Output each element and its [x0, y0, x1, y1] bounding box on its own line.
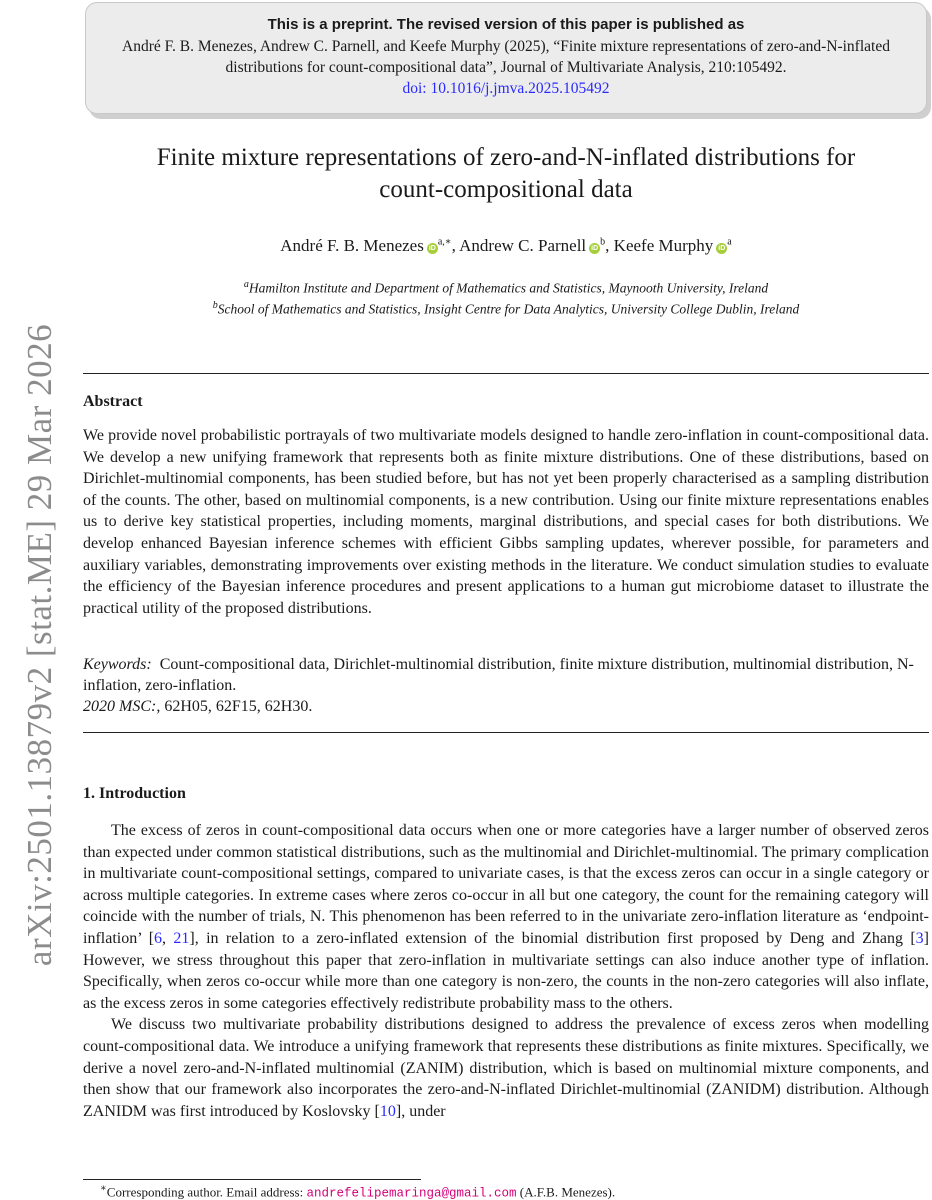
- section-heading: 1. Introduction: [83, 785, 186, 802]
- citation-link[interactable]: 6: [154, 929, 163, 947]
- keywords-label: Keywords:: [83, 656, 152, 673]
- affiliation-text: School of Mathematics and Statistics, Insight Centre for Data Analytics, University College Dublin, Ireland: [217, 301, 800, 316]
- keywords-block: [83, 654, 929, 717]
- preprint-citation-line2: distributions for count-compositional data”, Journal of Multivariate Analysis, 210:105492.: [225, 59, 787, 76]
- text-run: ], in relation to a zero-inflated extension of the binomial distribution first proposed by Deng and Zhang [: [189, 929, 916, 947]
- text-run: ], under: [395, 1102, 446, 1120]
- preprint-heading: This is a preprint. The revised version of this paper is published as: [267, 16, 745, 33]
- title-line2: count-compositional data: [379, 176, 633, 203]
- author-name: Andrew C. Parnell: [459, 236, 587, 255]
- doi-link[interactable]: doi: 10.1016/j.jmva.2025.105492: [402, 80, 610, 97]
- email-link[interactable]: andrefelipemaringa@gmail.com: [306, 1186, 517, 1200]
- affiliation-mark: a: [243, 279, 249, 290]
- affiliation-a: [85, 276, 927, 297]
- author-name: Keefe Murphy: [613, 236, 714, 255]
- text-run: ] However, we stress throughout this paper that zero-inflation in multivariate settings can also induce another type of inflation. Specifically, when zeros co-occur while more than one category is non-zero, the counts in the non-zero categories will also inflate, as the excess zeros in some categories effectively redistribute probability mass to the others.: [83, 929, 929, 1012]
- citation-link[interactable]: 10: [379, 1102, 396, 1120]
- orcid-icon[interactable]: iD: [591, 245, 599, 252]
- abstract-heading: Abstract: [83, 393, 143, 410]
- divider: [83, 732, 929, 733]
- affiliation-b: [85, 297, 927, 318]
- affiliation-text: Hamilton Institute and Department of Mathematics and Statistics, Maynooth University, Ireland: [248, 280, 769, 296]
- author-separator: ,: [451, 236, 460, 255]
- footnote: [100, 1183, 615, 1200]
- author-separator: ,: [605, 236, 614, 255]
- text-run: ,: [162, 929, 174, 947]
- msc-line: [83, 696, 929, 717]
- paragraph: [83, 1014, 929, 1122]
- orcid-icon[interactable]: iD: [428, 245, 436, 252]
- title-line1: Finite mixture representations of zero-and-N-inflated distributions for: [156, 144, 856, 171]
- msc-text: , 62H05, 62F15, 62H30.: [156, 698, 313, 715]
- text-run: The excess of zeros in count-compositional data occurs when one or more categories have a larger number of observed zeros than expected under common statistical distributions, such as the multinomial and Dirichlet-multinomial. The primary complication in multivariate count-compositional settings, compared to univariate cases, is that the excess zeros can occur in a single category or across multiple categories. In extreme cases where zeros co-occur in all but one category, the count for the remaining category will coincide with the number of trials, N. This phenomenon has been referred to in the univariate zero-inflation literature as ‘endpoint-inflation’ [: [83, 822, 929, 947]
- author-affiliation-mark: a: [727, 236, 732, 248]
- divider: [83, 373, 929, 374]
- keywords-text: Count-compositional data, Dirichlet-multinomial distribution, finite mixture distribution, multinomial distribution, N-inflation, zero-inflation.: [83, 656, 914, 694]
- msc-label: 2020 MSC:: [83, 698, 157, 715]
- affiliation-mark: b: [212, 299, 218, 311]
- affiliations: [85, 276, 927, 317]
- introduction-body: [83, 820, 929, 1122]
- footnote-suffix: (A.F.B. Menezes).: [516, 1184, 616, 1200]
- paragraph: [83, 820, 929, 1014]
- author-list: [85, 236, 927, 256]
- paper-title: [85, 142, 927, 206]
- abstract-body: We provide novel probabilistic portrayals of two multivariate models designed to handle zero-inflation in count-compositional data. We develop a new unifying framework that represents both as finite mixture distributions. One of these distributions, based on Dirichlet-multinomial components, has been studied before, but has not yet been properly characterised as a sampling distribution of the counts. The other, based on multinomial components, is a new contribution. Using our finite mixture representations enables us to derive key statistical properties, including moments, marginal distributions, and special cases for both distributions. We develop enhanced Bayesian inference schemes with efficient Gibbs sampling updates, wherever possible, for parameters and auxiliary variables, demonstrating improvements over existing methods in the literature. We conduct simulation studies to evaluate the efficiency of the Bayesian inference procedures and present applications to a human gut microbiome dataset to illustrate the practical utility of the proposed distributions.: [83, 427, 929, 617]
- preprint-citation-line1: André F. B. Menezes, Andrew C. Parnell, and Keefe Murphy (2025), “Finite mixture representations of zero-and-N-inflated: [122, 38, 890, 55]
- citation-link[interactable]: 21: [173, 929, 190, 947]
- orcid-icon[interactable]: iD: [718, 245, 726, 252]
- footnote-text: Corresponding author. Email address:: [106, 1184, 307, 1200]
- author-name: André F. B. Menezes: [280, 236, 424, 255]
- author-affiliation-mark: a,∗: [437, 236, 452, 248]
- text-run: We discuss two multivariate probability distributions designed to address the prevalence of excess zeros when modelling count-compositional data. We introduce a unifying framework that represents these distributions as finite mixtures. Specifically, we derive a novel zero-and-N-inflated multinomial (ZANIM) distribution, which is based on multinomial mixture components, and then show that our framework also incorporates the zero-and-N-inflated Dirichlet-multinomial (ZANIDM) distribution. Although ZANIDM was first introduced by Koslovsky [: [83, 1016, 929, 1120]
- arxiv-identifier: arXiv:2501.13879v2 [stat.ME] 29 Mar 2026: [20, 323, 59, 967]
- preprint-notice: [85, 2, 927, 114]
- footnote-mark: ∗: [100, 1183, 107, 1194]
- citation-link[interactable]: 3: [915, 929, 924, 947]
- author-affiliation-mark: b: [600, 236, 606, 248]
- footnote-divider: [83, 1179, 421, 1180]
- keywords-line: [83, 654, 929, 696]
